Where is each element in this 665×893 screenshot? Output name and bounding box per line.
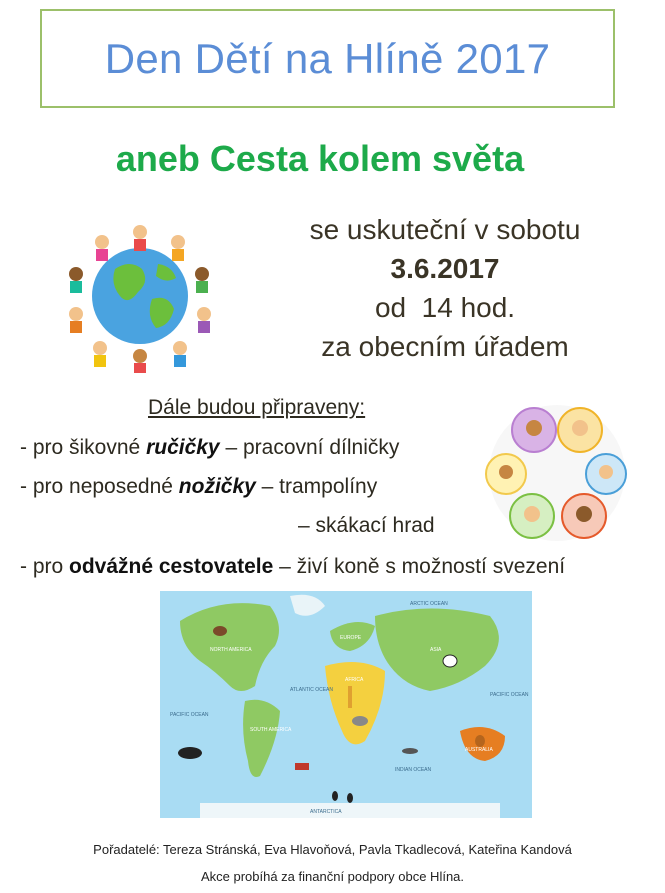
whale-icon — [178, 747, 202, 759]
globe-children-illustration — [60, 214, 220, 374]
penguin-icon — [347, 793, 353, 803]
event-info — [255, 210, 635, 366]
world-animal-map — [160, 591, 532, 818]
bullet-text: - pro — [20, 555, 70, 578]
map-label: ATLANTIC OCEAN — [290, 687, 333, 693]
globe-icon — [92, 248, 188, 344]
bullet-text: – skákací hrad — [298, 514, 435, 537]
map-label: PACIFIC OCEAN — [170, 712, 209, 718]
map-label: SOUTH AMERICA — [250, 727, 292, 733]
map-label: PACIFIC OCEAN — [490, 692, 529, 698]
elephant-icon — [352, 716, 368, 726]
bullet-crafts — [20, 436, 399, 460]
bullet-bouncy-castle — [298, 514, 435, 538]
giraffe-icon — [348, 686, 352, 708]
bullet-emphasis: odvážné cestovatele — [69, 555, 274, 578]
bullet-text: – pracovní dílničky — [219, 436, 400, 459]
penguin-icon — [332, 791, 338, 801]
subtitle: aneb Cesta kolem světa — [115, 138, 525, 179]
prepared-heading: Dále budou připraveny: — [148, 396, 366, 419]
event-date: 3.6.2017 — [390, 253, 500, 284]
bullet-text: – živí koně s možností svezení — [273, 555, 566, 578]
map-label: EUROPE — [340, 635, 362, 641]
bullet-horses — [20, 555, 565, 579]
fish-icon — [402, 748, 418, 754]
map-label: NORTH AMERICA — [210, 647, 252, 653]
bullet-emphasis: nožičky — [178, 475, 256, 498]
organizers-line: Pořadatelé: Tereza Stránská, Eva Hlavoňová, Pavla Tkadlecová, Kateřina Kandová — [93, 842, 572, 857]
bullet-emphasis: ručičky — [146, 436, 220, 459]
bullet-text: – trampolíny — [255, 475, 378, 498]
world-food-plates-illustration — [482, 402, 632, 544]
map-label: ANTARCTICA — [310, 809, 342, 815]
map-label: AFRICA — [345, 677, 364, 683]
map-label: ASIA — [430, 647, 442, 653]
map-label: INDIAN OCEAN — [395, 767, 432, 773]
bullet-trampolines — [20, 475, 377, 499]
antarctica-shape — [200, 803, 500, 818]
event-place: za obecním úřadem — [321, 331, 569, 362]
title-box — [40, 9, 615, 108]
bullet-text: - pro neposedné — [20, 475, 179, 498]
page-title: Den Dětí na Hlíně 2017 — [104, 34, 551, 82]
panda-icon — [443, 655, 457, 667]
map-label: AUSTRALIA — [465, 747, 493, 753]
kangaroo-icon — [475, 735, 485, 747]
support-line: Akce probíhá za finanční podpory obce Hlína. — [200, 869, 465, 884]
event-line: se uskuteční v sobotu — [309, 214, 581, 245]
bullet-text: - pro šikovné — [20, 436, 147, 459]
ship-icon — [295, 763, 309, 770]
bear-icon — [213, 626, 227, 636]
map-label: ARCTIC OCEAN — [410, 601, 448, 607]
event-time: od 14 hod. — [374, 292, 516, 323]
